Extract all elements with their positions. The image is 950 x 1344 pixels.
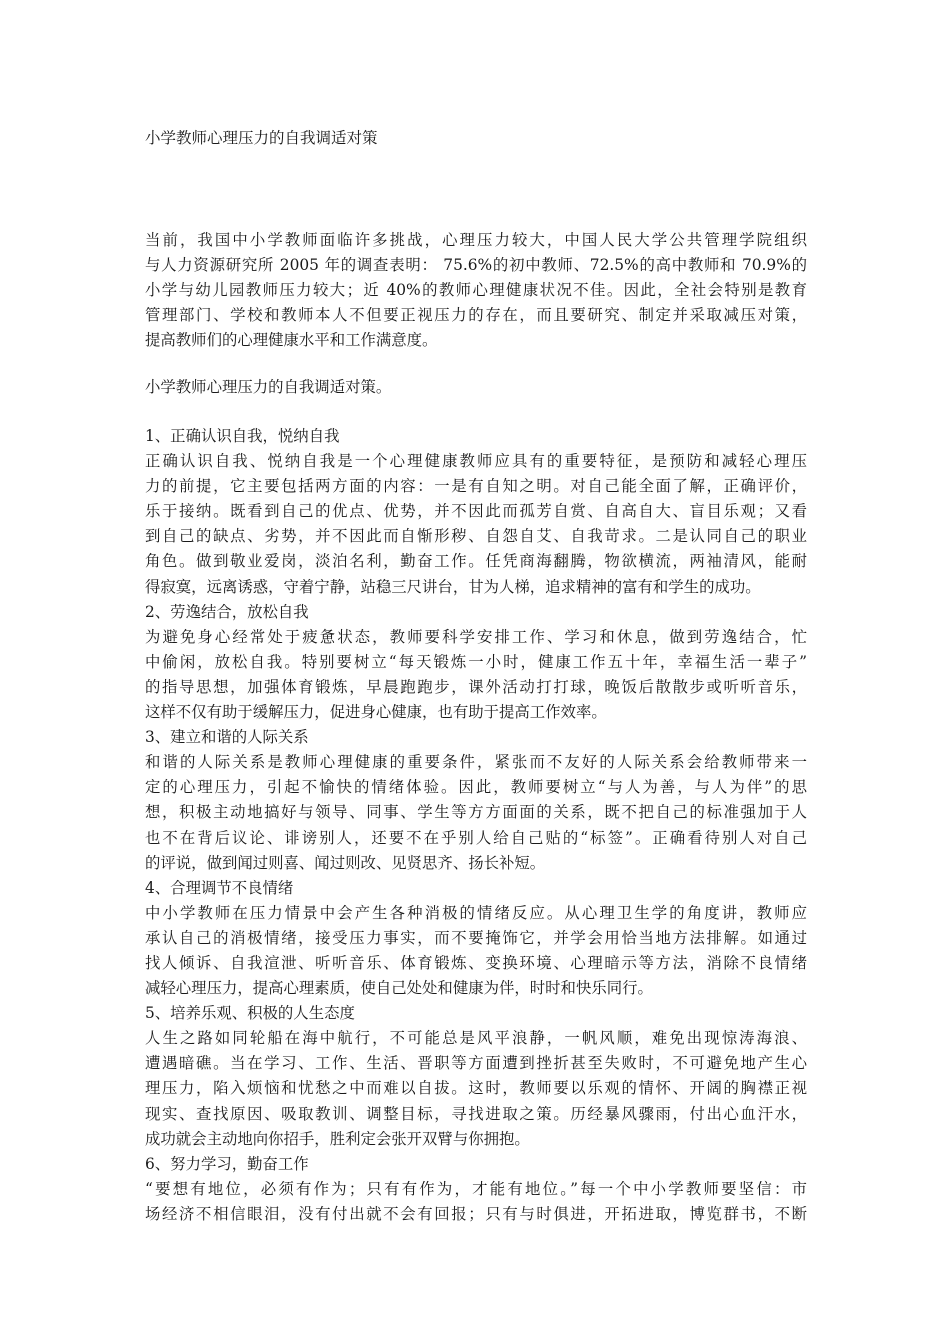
section-line: 定的心理压力，引起不愉快的情绪体验。因此，教师要树立“与人为善，与人为伴”的思 xyxy=(145,778,807,797)
intro-line: 提高教师们的心理健康水平和工作满意度。 xyxy=(145,331,438,350)
section-line: 得寂寞，远离诱惑，守着宁静，站稳三尺讲台，甘为人梯，追求精神的富有和学生的成功。 xyxy=(145,577,761,596)
section-line: 正确认识自我、悦纳自我是一个心理健康教师应具有的重要特征，是预防和减轻心理压 xyxy=(145,452,807,471)
section-line: 乐于接纳。既看到自己的优点、优势，并不因此而孤芳自赏、自高自大、盲目乐观；又看 xyxy=(145,502,807,521)
section-line: 力的前提，它主要包括两方面的内容：一是有自知之明。对自己能全面了解，正确评价， xyxy=(145,477,807,496)
section-line: 到自己的缺点、劣势，并不因此而自惭形秽、自怨自艾、自我苛求。二是认同自己的职业 xyxy=(145,527,807,546)
section-heading: 3、建立和谐的人际关系 xyxy=(145,728,309,747)
sections xyxy=(145,424,807,1227)
intro-paragraph xyxy=(145,228,807,353)
intro-line: 与人力资源研究所 2005 年的调查表明： 75.6%的初中教师、72.5%的高中教师和 70.9%的 xyxy=(145,256,807,275)
section-line: 为避免身心经常处于疲惫状态，教师要科学安排工作、学习和休息，做到劳逸结合，忙 xyxy=(145,627,807,646)
section-line: 理压力，陷入烦恼和忧愁之中而难以自拔。这时，教师要以乐观的情怀、开阔的胸襟正视 xyxy=(145,1079,807,1098)
section-line: 找人倾诉、自我渲泄、听听音乐、体育锻炼、变换环境、心理暗示等方法，消除不良情绪 xyxy=(145,953,807,972)
section-line: 场经济不相信眼泪，没有付出就不会有回报；只有与时俱进，开拓进取，博览群书，不断 xyxy=(145,1204,807,1223)
section-heading: 1、正确认识自我，悦纳自我 xyxy=(145,427,340,445)
section-heading: 4、合理调节不良情绪 xyxy=(145,878,294,897)
section-heading: 5、培养乐观、积极的人生态度 xyxy=(145,1004,355,1023)
subheading: 小学教师心理压力的自我调适对策。 xyxy=(145,378,392,396)
section-line: 现实、查找原因、吸取教训、调整目标，寻找进取之策。历经暴风骤雨，付出心血汗水， xyxy=(145,1104,807,1123)
intro-line: 小学与幼儿园教师压力较大；近 40%的教师心理健康状况不佳。因此，全社会特别是教育 xyxy=(145,281,807,300)
section-line: 也不在背后议论、诽谤别人，还要不在乎别人给自己贴的“标签”。正确看待别人对自己 xyxy=(145,828,807,847)
section-line: 遭遇暗礁。当在学习、工作、生活、晋职等方面遭到挫折甚至失败时，不可避免地产生心 xyxy=(145,1054,807,1073)
section-line: 角色。做到敬业爱岗，淡泊名利，勤奋工作。任凭商海翻腾，物欲横流，两袖清风，能耐 xyxy=(145,552,807,571)
section-heading: 6、努力学习，勤奋工作 xyxy=(145,1154,309,1173)
section-line: 承认自己的消极情绪，接受压力事实，而不要掩饰它，并学会用恰当地方法排解。如通过 xyxy=(145,928,807,947)
intro-line: 当前，我国中小学教师面临许多挑战，心理压力较大，中国人民大学公共管理学院组织 xyxy=(145,231,807,249)
section-line: 这样不仅有助于缓解压力，促进身心健康，也有助于提高工作效率。 xyxy=(145,703,607,722)
section-heading: 2、劳逸结合，放松自我 xyxy=(145,602,309,621)
section-line: 减轻心理压力，提高心理素质，使自己处处和健康为伴，时时和快乐同行。 xyxy=(145,979,653,998)
section-line: 想，积极主动地搞好与领导、同事、学生等方方面面的关系，既不把自己的标准强加于人 xyxy=(145,803,807,822)
intro-line: 管理部门、学校和教师本人不但要正视压力的存在，而且要研究、制定并采取减压对策， xyxy=(145,306,807,325)
document-title: 小学教师心理压力的自我调适对策 xyxy=(145,129,378,147)
section-line: 中偷闲，放松自我。特别要树立“每天锻炼一小时，健康工作五十年，幸福生活一辈子” xyxy=(145,652,807,671)
section-line: 和谐的人际关系是教师心理健康的重要条件，紧张而不友好的人际关系会给教师带来一 xyxy=(145,753,807,772)
section-line: 人生之路如同轮船在海中航行，不可能总是风平浪静，一帆风顺，难免出现惊涛海浪、 xyxy=(145,1029,807,1048)
section-line: 成功就会主动地向你招手，胜利定会张开双臂与你拥抱。 xyxy=(145,1129,530,1148)
section-line: 中小学教师在压力情景中会产生各种消极的情绪反应。从心理卫生学的角度讲，教师应 xyxy=(145,903,807,922)
section-line: “要想有地位，必须有作为；只有有作为，才能有地位。”每一个中小学教师要坚信：市 xyxy=(145,1179,807,1198)
section-line: 的评说，做到闻过则喜、闻过则改、见贤思齐、扬长补短。 xyxy=(145,853,546,872)
section-line: 的指导思想，加强体育锻炼，早晨跑跑步，课外活动打打球，晚饭后散散步或听听音乐， xyxy=(145,677,807,696)
